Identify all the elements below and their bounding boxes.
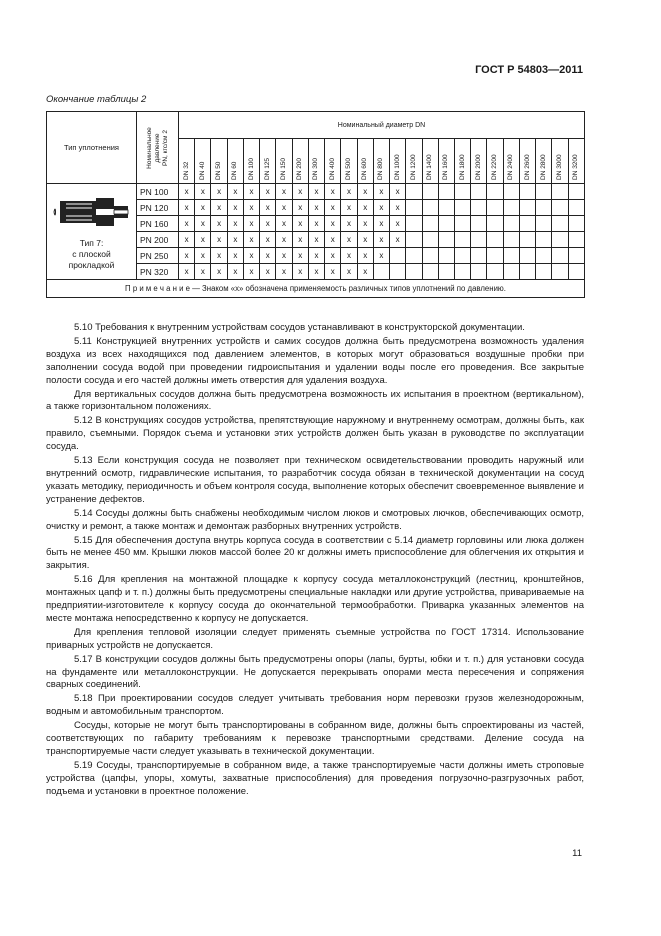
- applicability-cell: [536, 216, 552, 232]
- applicability-cell: [438, 248, 454, 264]
- applicability-cell: x: [227, 200, 243, 216]
- applicability-cell: x: [325, 232, 341, 248]
- applicability-cell: [519, 216, 535, 232]
- applicability-cell: [373, 264, 389, 280]
- dn-column-header: DN 800: [373, 139, 389, 184]
- applicability-cell: x: [276, 232, 292, 248]
- pressure-value: PN 160: [137, 216, 179, 232]
- applicability-cell: [471, 264, 487, 280]
- applicability-cell: [536, 264, 552, 280]
- applicability-cell: [454, 248, 470, 264]
- applicability-cell: x: [390, 200, 406, 216]
- applicability-cell: x: [179, 232, 195, 248]
- applicability-cell: x: [243, 216, 259, 232]
- applicability-cell: [390, 264, 406, 280]
- applicability-cell: [438, 200, 454, 216]
- applicability-cell: x: [292, 200, 308, 216]
- applicability-cell: [487, 264, 503, 280]
- applicability-cell: [471, 248, 487, 264]
- applicability-cell: x: [243, 264, 259, 280]
- applicability-cell: x: [357, 184, 373, 200]
- dn-column-header: DN 150: [276, 139, 292, 184]
- applicability-cell: [487, 184, 503, 200]
- applicability-cell: x: [357, 248, 373, 264]
- applicability-cell: [552, 248, 568, 264]
- applicability-cell: x: [211, 248, 227, 264]
- applicability-cell: x: [373, 200, 389, 216]
- applicability-cell: [503, 200, 519, 216]
- applicability-cell: [438, 216, 454, 232]
- dn-column-header: DN 500: [341, 139, 357, 184]
- dn-column-header: DN 300: [308, 139, 324, 184]
- applicability-cell: x: [292, 184, 308, 200]
- dn-column-header: DN 200: [292, 139, 308, 184]
- paragraph: 5.16 Для крепления на монтажной площадке к корпусу сосуда металлоконструкций (лестниц, кронштейнов, монтажных цапф и т. п.) должны быть предусмотрены специальные накладки или другие устройства, привариваемые на предприятии-изготовителе к корпусу сосуда до окончательной термообработки. Приварка указанных элементов на месте монтажа непосредственно к корпусу не допускается.: [46, 574, 584, 624]
- applicability-cell: [536, 200, 552, 216]
- applicability-cell: [519, 264, 535, 280]
- paragraph: 5.10 Требования к внутренним устройствам сосудов устанавливают в конструкторской документации.: [74, 322, 525, 333]
- body-text: [46, 322, 584, 800]
- dn-column-header: DN 600: [357, 139, 373, 184]
- applicability-cell: x: [211, 216, 227, 232]
- applicability-cell: x: [341, 264, 357, 280]
- applicability-cell: [422, 264, 438, 280]
- applicability-cell: x: [325, 184, 341, 200]
- applicability-cell: x: [292, 232, 308, 248]
- applicability-cell: x: [357, 264, 373, 280]
- table-caption: Окончание таблицы 2: [46, 94, 147, 105]
- applicability-cell: [519, 184, 535, 200]
- applicability-cell: x: [211, 264, 227, 280]
- seal-type-cell: [47, 184, 137, 280]
- dn-column-header: DN 3200: [568, 139, 584, 184]
- dn-column-header: DN 1400: [422, 139, 438, 184]
- pressure-value: PN 100: [137, 184, 179, 200]
- applicability-cell: x: [373, 216, 389, 232]
- dn-column-header: DN 125: [260, 139, 276, 184]
- dn-column-header: DN 2000: [471, 139, 487, 184]
- applicability-cell: x: [227, 264, 243, 280]
- applicability-cell: x: [179, 248, 195, 264]
- applicability-cell: [406, 232, 422, 248]
- flat-gasket-seal-icon: [52, 190, 132, 234]
- applicability-cell: x: [179, 264, 195, 280]
- pressure-header-line: PN, кгс/см 2: [161, 129, 169, 166]
- applicability-cell: [390, 248, 406, 264]
- seal-type-label: с плоской: [72, 249, 111, 259]
- dn-column-header: DN 40: [195, 139, 211, 184]
- applicability-cell: x: [308, 264, 324, 280]
- applicability-cell: x: [260, 200, 276, 216]
- applicability-cell: x: [195, 264, 211, 280]
- applicability-cell: x: [260, 216, 276, 232]
- applicability-cell: x: [243, 184, 259, 200]
- seal-type-label: прокладкой: [68, 260, 115, 270]
- applicability-cell: x: [243, 248, 259, 264]
- applicability-cell: x: [195, 216, 211, 232]
- pressure-header-line: Номинальное: [145, 126, 153, 169]
- paragraph: 5.15 Для обеспечения доступа внутрь корпуса сосуда в соответствии с 5.14 диаметр горловины или люка должен быть не менее 450 мм. Крышки люков массой более 20 кг должны иметь приспособление для облегчения их открытия и закрытия.: [46, 534, 584, 572]
- applicability-cell: [406, 200, 422, 216]
- applicability-cell: [487, 200, 503, 216]
- applicability-cell: [503, 184, 519, 200]
- applicability-cell: x: [292, 264, 308, 280]
- applicability-cell: [438, 264, 454, 280]
- applicability-cell: x: [276, 200, 292, 216]
- applicability-cell: [454, 216, 470, 232]
- applicability-cell: x: [341, 232, 357, 248]
- paragraph: 5.13 Если конструкция сосуда не позволяет при техническом освидетельствовании проводить наружный или внутренний осмотр, гидравлические испытания, то разработчик сосуда обязан в технической документации на сосуд указать методику, периодичность и объем контроля сосуда, выполнение которых обеспечит своевременное выявление и устранение дефектов.: [46, 455, 584, 505]
- applicability-cell: [503, 232, 519, 248]
- applicability-cell: [568, 184, 584, 200]
- applicability-cell: [568, 200, 584, 216]
- applicability-cell: x: [341, 184, 357, 200]
- applicability-cell: [471, 232, 487, 248]
- applicability-cell: x: [390, 216, 406, 232]
- applicability-cell: x: [260, 232, 276, 248]
- dn-column-header: DN 2400: [503, 139, 519, 184]
- applicability-cell: x: [325, 248, 341, 264]
- applicability-cell: x: [325, 200, 341, 216]
- applicability-cell: [503, 248, 519, 264]
- applicability-cell: [471, 200, 487, 216]
- dn-column-header: DN 1000: [390, 139, 406, 184]
- paragraph: Сосуды, которые не могут быть транспортированы в собранном виде, должны быть спроектированы из частей, соответствующих по габариту требованиям к перевозке транспортными средствами. Деление сосуда на транспортируемые части следует указывать в технической документации.: [46, 720, 584, 757]
- applicability-cell: x: [308, 232, 324, 248]
- dn-column-header: DN 1200: [406, 139, 422, 184]
- dn-column-header: DN 32: [179, 139, 195, 184]
- applicability-cell: [422, 232, 438, 248]
- paragraph: 5.11 Конструкцией внутренних устройств и самих сосудов должна быть предусмотрена возможность удаления воздуха из всех находящихся под давлением элементов, в которых могут образоваться воздушные пробки при заполнении сосуда водой при проведении гидроиспытания и удалении воды после его проведения. Все закрытые полости сосуда и его частей должны иметь отверстия для удаления воздуха.: [46, 335, 584, 386]
- applicability-cell: [471, 216, 487, 232]
- paragraph: 5.17 В конструкции сосудов должны быть предусмотрены опоры (лапы, бурты, юбки и т. п.) для установки сосуда на фундаменте или металлоконструкции. Не допускается перекрывать опорами места пересечения и сопряжения сварных соединений.: [46, 653, 584, 691]
- applicability-cell: [422, 200, 438, 216]
- applicability-cell: x: [308, 184, 324, 200]
- paragraph: 5.12 В конструкциях сосудов устройства, препятствующие наружному и внутреннему осмотрам, должны быть, как правило, съемными. Порядок съема и установки этих устройств должен быть указан в руководстве по эксплуатации сосуда.: [46, 415, 584, 453]
- applicability-cell: x: [227, 184, 243, 200]
- applicability-cell: x: [276, 216, 292, 232]
- applicability-cell: [536, 184, 552, 200]
- applicability-cell: [454, 200, 470, 216]
- applicability-cell: x: [211, 232, 227, 248]
- applicability-cell: x: [341, 200, 357, 216]
- dn-column-header: DN 100: [243, 139, 259, 184]
- applicability-cell: x: [308, 216, 324, 232]
- applicability-cell: [487, 216, 503, 232]
- applicability-cell: x: [195, 248, 211, 264]
- applicability-cell: [422, 248, 438, 264]
- applicability-cell: [552, 184, 568, 200]
- page-number: 11: [572, 848, 582, 859]
- applicability-cell: x: [341, 216, 357, 232]
- dn-column-header: DN 3000: [552, 139, 568, 184]
- applicability-cell: x: [357, 216, 373, 232]
- applicability-cell: x: [243, 200, 259, 216]
- applicability-cell: [568, 264, 584, 280]
- applicability-cell: x: [243, 232, 259, 248]
- applicability-cell: x: [373, 248, 389, 264]
- seal-type-label: Тип 7:: [79, 238, 104, 248]
- applicability-cell: x: [308, 248, 324, 264]
- pressure-value: PN 120: [137, 200, 179, 216]
- dn-column-header: DN 2800: [536, 139, 552, 184]
- pressure-value: PN 250: [137, 248, 179, 264]
- applicability-cell: x: [373, 184, 389, 200]
- applicability-cell: x: [260, 184, 276, 200]
- dn-column-header: DN 1600: [438, 139, 454, 184]
- applicability-cell: [552, 264, 568, 280]
- table-row: [47, 184, 585, 200]
- applicability-cell: [406, 216, 422, 232]
- applicability-cell: x: [292, 216, 308, 232]
- applicability-cell: x: [325, 264, 341, 280]
- dn-column-header: DN 60: [227, 139, 243, 184]
- paragraph: 5.14 Сосуды должны быть снабжены необходимым числом люков и смотровых лючков, обеспечивающих осмотр, очистку и ремонт, а также монтаж и демонтаж разборных внутренних устройств.: [46, 507, 584, 532]
- applicability-cell: x: [195, 200, 211, 216]
- applicability-cell: [552, 200, 568, 216]
- applicability-cell: x: [179, 200, 195, 216]
- applicability-cell: x: [179, 216, 195, 232]
- applicability-cell: [503, 264, 519, 280]
- applicability-cell: [519, 200, 535, 216]
- document-standard-code: ГОСТ Р 54803—2011: [475, 64, 583, 76]
- applicability-cell: [536, 232, 552, 248]
- pressure-value: PN 200: [137, 232, 179, 248]
- applicability-cell: [454, 184, 470, 200]
- applicability-cell: x: [260, 264, 276, 280]
- dn-column-header: DN 400: [325, 139, 341, 184]
- applicability-cell: x: [211, 200, 227, 216]
- applicability-cell: x: [292, 248, 308, 264]
- applicability-cell: [568, 248, 584, 264]
- applicability-cell: [438, 184, 454, 200]
- applicability-cell: [422, 216, 438, 232]
- applicability-cell: [487, 232, 503, 248]
- applicability-cell: x: [373, 232, 389, 248]
- dn-column-header: DN 1800: [454, 139, 470, 184]
- paragraph: 5.19 Сосуды, транспортируемые в собранном виде, а также транспортируемые части должны иметь строповые устройства (цапфы, упоры, хомуты, захватные приспособления) для проведения погрузочно-разгрузочных работ, подъема и установки в проектное положение.: [46, 759, 584, 797]
- pressure-header-line: давление: [153, 133, 161, 162]
- column-header-seal-type: Тип уплотнения: [47, 112, 137, 184]
- applicability-cell: [519, 232, 535, 248]
- applicability-cell: x: [276, 264, 292, 280]
- applicability-cell: [454, 264, 470, 280]
- applicability-cell: [454, 232, 470, 248]
- dn-column-header: DN 50: [211, 139, 227, 184]
- applicability-cell: [503, 216, 519, 232]
- applicability-cell: [406, 248, 422, 264]
- applicability-cell: [552, 232, 568, 248]
- applicability-cell: x: [357, 232, 373, 248]
- pressure-value: PN 320: [137, 264, 179, 280]
- applicability-cell: x: [227, 232, 243, 248]
- applicability-cell: [406, 184, 422, 200]
- applicability-cell: [438, 232, 454, 248]
- applicability-cell: [471, 184, 487, 200]
- applicability-cell: [406, 264, 422, 280]
- applicability-cell: x: [195, 184, 211, 200]
- applicability-cell: [422, 184, 438, 200]
- applicability-cell: x: [260, 248, 276, 264]
- paragraph: Для крепления тепловой изоляции следует применять съемные устройства по ГОСТ 17314. Использование приварных устройств не допускается.: [46, 626, 584, 651]
- applicability-cell: x: [276, 248, 292, 264]
- applicability-cell: x: [195, 232, 211, 248]
- column-header-pressure: [137, 112, 179, 184]
- applicability-cell: x: [276, 184, 292, 200]
- applicability-cell: x: [227, 248, 243, 264]
- paragraph: Для вертикальных сосудов должна быть предусмотрена возможность их испытания в проектном (вертикальном), а также горизонтальном положениях.: [46, 388, 584, 413]
- table-note: П р и м е ч а н и е — Знаком «х» обозначена применяемость различных типов уплотнений по давлению.: [47, 280, 585, 298]
- dn-column-header: DN 2600: [519, 139, 535, 184]
- applicability-cell: [552, 216, 568, 232]
- dn-column-header: DN 2200: [487, 139, 503, 184]
- applicability-cell: x: [325, 216, 341, 232]
- applicability-cell: [568, 232, 584, 248]
- applicability-cell: x: [341, 248, 357, 264]
- column-header-nominal-diameter: Номинальный диаметр DN: [179, 112, 585, 139]
- applicability-cell: [487, 248, 503, 264]
- applicability-cell: x: [357, 200, 373, 216]
- applicability-cell: x: [211, 184, 227, 200]
- seal-type-table: [46, 111, 585, 298]
- applicability-cell: x: [390, 232, 406, 248]
- applicability-cell: [536, 248, 552, 264]
- paragraph: 5.18 При проектировании сосудов следует учитывать требования норм перевозки грузов железнодорожным, водным и автомобильным транспортом.: [46, 693, 584, 718]
- applicability-cell: x: [227, 216, 243, 232]
- applicability-cell: x: [390, 184, 406, 200]
- applicability-cell: x: [308, 200, 324, 216]
- applicability-cell: [568, 216, 584, 232]
- applicability-cell: [519, 248, 535, 264]
- applicability-cell: x: [179, 184, 195, 200]
